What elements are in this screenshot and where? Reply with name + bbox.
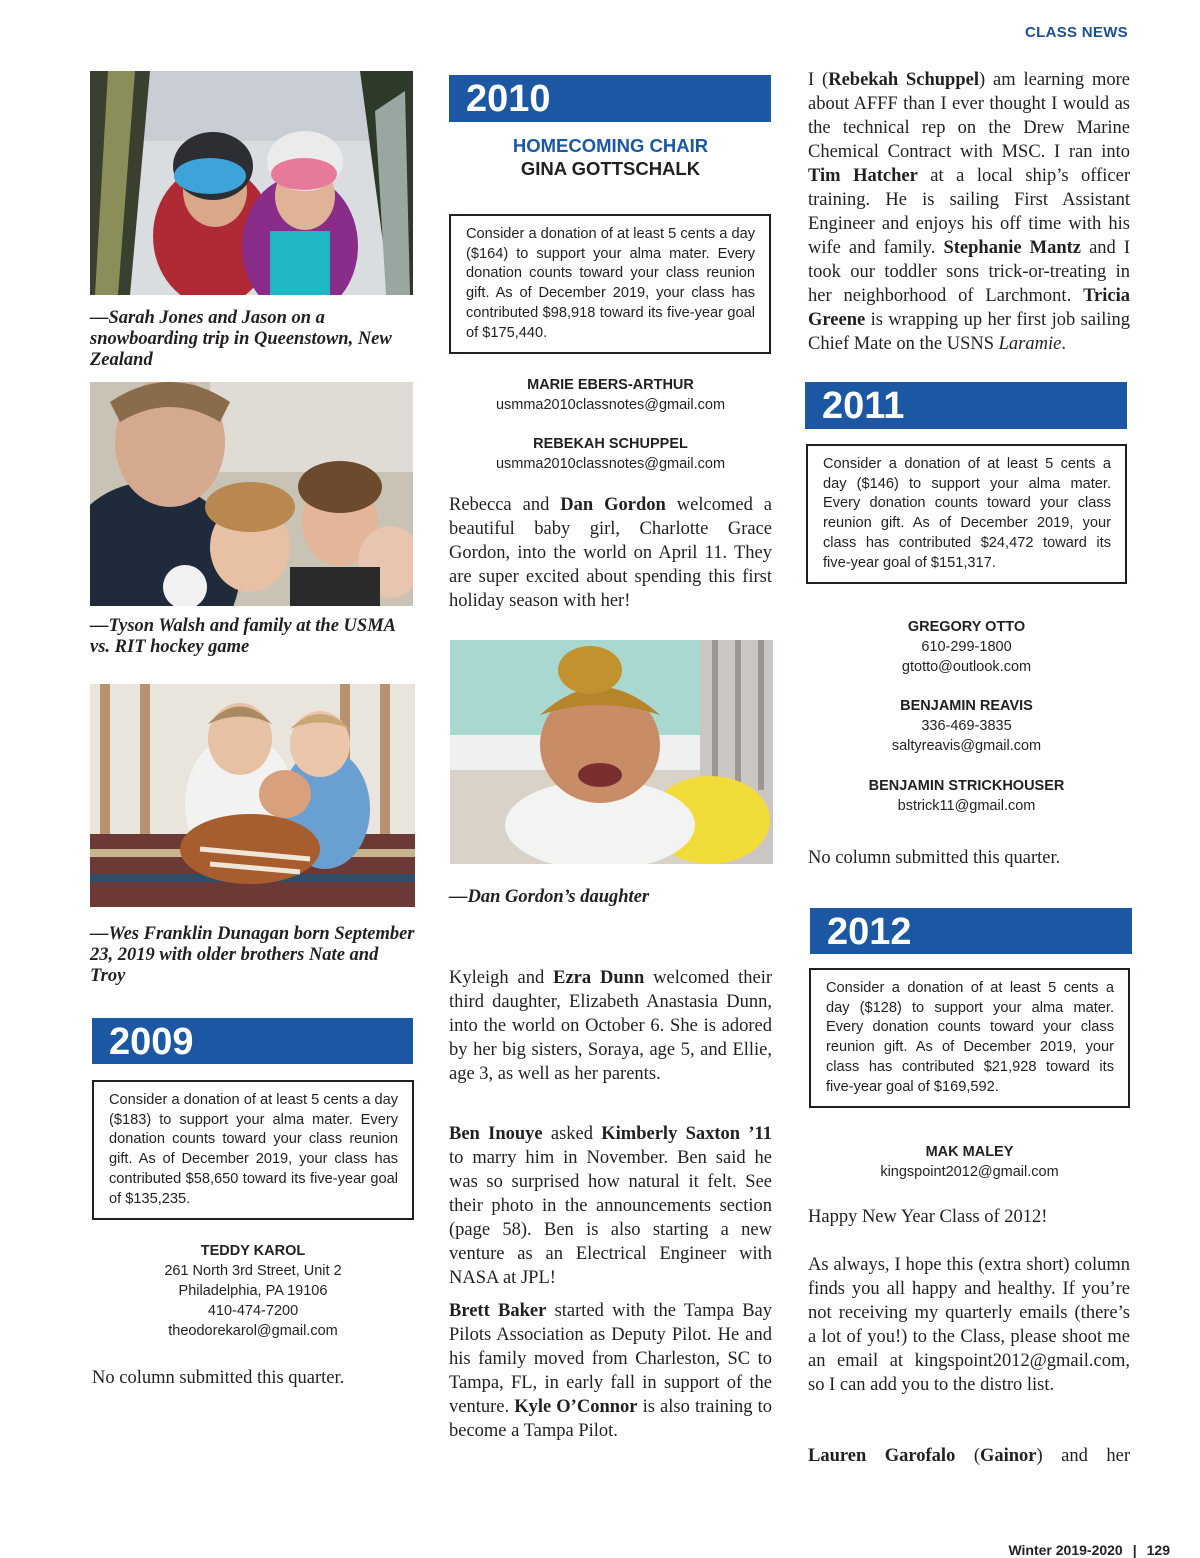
year-bar-2012: 2012 <box>810 908 1132 954</box>
paragraph-schuppel: I (Rebekah Schuppel) am learning more about AFFF than I ever thought I would as the technical rep on the Drew Marine Chemical Contract with MSC. I ran into Tim Hatcher at a local ship’s officer training. He is sailing First Assistant Engineer and enjoys his off time with his wife and family. Stephanie Mantz and I took our toddler sons trick-or-treating in her neighborhood of Larchmont. Tricia Greene is wrapping up her first job sailing Chief Mate on the USNS Laramie. <box>808 70 1131 354</box>
contact-name: REBEKAH SCHUPPEL <box>533 436 688 452</box>
year-bar-2010: 2010 <box>449 75 771 122</box>
paragraph-inouye: Ben Inouye asked Kimberly Saxton ’11 to marry him in November. Ben said he was so surprised how natural it felt. See their photo in the announcements section (page 58). Ben is also starting a new venture as an Electrical Engineer with NASA at JPL! <box>449 1124 773 1288</box>
donation-box-2009: Consider a donation of at least 5 cents a day ($183) to support your alma mater. Every donation counts toward your class reunion gift. As of December 2019, your class has contributed $58,650 toward its five-year goal of $135,235. <box>92 1080 414 1220</box>
contact-name: MAK MALEY <box>925 1144 1014 1160</box>
paragraph-happy-new-year: Happy New Year Class of 2012! <box>808 1207 1048 1227</box>
contact-email[interactable]: usmma2010classnotes@gmail.com <box>495 397 726 413</box>
contact-phone: 336-469-3835 <box>921 718 1012 734</box>
contact-rebekah-schuppel <box>449 434 772 474</box>
contact-name: GREGORY OTTO <box>907 619 1026 635</box>
contact-address-line1: 261 North 3rd Street, Unit 2 <box>164 1263 342 1279</box>
contact-name: BENJAMIN STRICKHOUSER <box>868 778 1065 794</box>
paragraph-baker: Brett Baker started with the Tampa Bay Pilots Association as Deputy Pilot. He and his family moved from Charleston, SC to Tampa, FL, in early fall in support of the venture. Kyle O’Connor is also training to become a Tampa Pilot. <box>449 1301 772 1441</box>
contact-phone: 610-299-1800 <box>921 639 1012 655</box>
contact-name: MARIE EBERS-ARTHUR <box>527 377 694 393</box>
donation-box-2012: Consider a donation of at least 5 cents a day ($128) to support your alma mater. Every donation counts toward your class reunion gift. As of December 2019, your class has contributed $21,928 toward its five-year goal of $169,592. <box>809 968 1130 1108</box>
paragraph-garofalo: Lauren Garofalo (Gainor) and her <box>808 1446 1130 1466</box>
contact-phone: 410-474-7200 <box>207 1303 299 1319</box>
contact-email[interactable]: saltyreavis@gmail.com <box>891 738 1042 754</box>
caption-baby-girl: —Dan Gordon’s daughter <box>449 887 650 907</box>
contact-marie-ebers-arthur <box>449 375 772 415</box>
contact-email[interactable]: usmma2010classnotes@gmail.com <box>495 456 726 472</box>
contact-benjamin-reavis <box>806 696 1127 756</box>
homecoming-name: GINA GOTTSCHALK <box>520 158 701 179</box>
page-footer <box>960 1542 1170 1558</box>
year-bar-2011: 2011 <box>805 382 1127 429</box>
page-number: 129 <box>1146 1542 1170 1558</box>
photo-snowboarding <box>90 71 413 295</box>
paragraph-extra-short-column: As always, I hope this (extra short) column finds you all happy and healthy. If you’re not receiving my quarterly emails (there’s a lot of you!) to the Class, please shoot me an email at kingspoint2012@gmail.com, so I can add you to the distro list. <box>808 1255 1130 1395</box>
caption-hockey-family: —Tyson Walsh and family at the USMA vs. RIT hockey game <box>90 616 395 657</box>
contact-email[interactable]: bstrick11@gmail.com <box>897 798 1036 814</box>
contact-name: TEDDY KAROL <box>200 1243 306 1259</box>
paragraph-dunn: Kyleigh and Ezra Dunn welcomed their third daughter, Elizabeth Anastasia Dunn, into the world on October 6. She is adored by her big sisters, Soraya, age 5, and Ellie, age 3, as well as her parents. <box>449 968 772 1084</box>
issue-label: Winter 2019-2020 <box>1008 1542 1123 1558</box>
contact-email[interactable]: theodorekarol@gmail.com <box>168 1323 338 1339</box>
contact-mak-maley <box>809 1142 1130 1182</box>
note-2009: No column submitted this quarter. <box>92 1368 345 1388</box>
homecoming-chair <box>449 134 772 180</box>
homecoming-title: HOMECOMING CHAIR <box>512 135 709 156</box>
caption-snowboarding: —Sarah Jones and Jason on a snowboarding trip in Queenstown, New Zealand <box>90 308 392 370</box>
photo-hockey-family <box>90 382 413 606</box>
donation-box-2010: Consider a donation of at least 5 cents a day ($164) to support your alma mater. Every donation counts toward your class reunion gift. As of December 2019, your class has contributed $98,918 toward its five-year goal of $175,440. <box>449 214 771 354</box>
contact-gregory-otto <box>806 617 1127 677</box>
donation-box-2011: Consider a donation of at least 5 cents a day ($146) to support your alma mater. Every donation counts toward your class reunion gift. As of December 2019, your class has contributed $24,472 toward its five-year goal of $151,317. <box>806 444 1127 584</box>
footer-separator: | <box>1132 1542 1137 1558</box>
contact-name: BENJAMIN REAVIS <box>900 698 1033 714</box>
contact-address-line2: Philadelphia, PA 19106 <box>178 1283 328 1299</box>
year-bar-2009: 2009 <box>92 1018 413 1064</box>
note-2011: No column submitted this quarter. <box>808 848 1061 868</box>
photo-baby-girl <box>450 640 773 864</box>
paragraph-gordon: Rebecca and Dan Gordon welcomed a beautiful baby girl, Charlotte Grace Gordon, into the world on April 11. They are super excited about spending this first holiday season with her! <box>449 495 773 611</box>
caption-newborn-brothers: —Wes Franklin Dunagan born September 23, 2019 with older brothers Nate and Troy <box>90 924 415 986</box>
photo-newborn-brothers <box>90 684 415 907</box>
contact-email[interactable]: kingspoint2012@gmail.com <box>880 1164 1059 1180</box>
contact-teddy-karol <box>92 1241 414 1341</box>
contact-benjamin-strickhouser <box>806 776 1127 816</box>
contact-email[interactable]: gtotto@outlook.com <box>901 659 1032 675</box>
section-header: CLASS NEWS <box>1024 24 1128 41</box>
